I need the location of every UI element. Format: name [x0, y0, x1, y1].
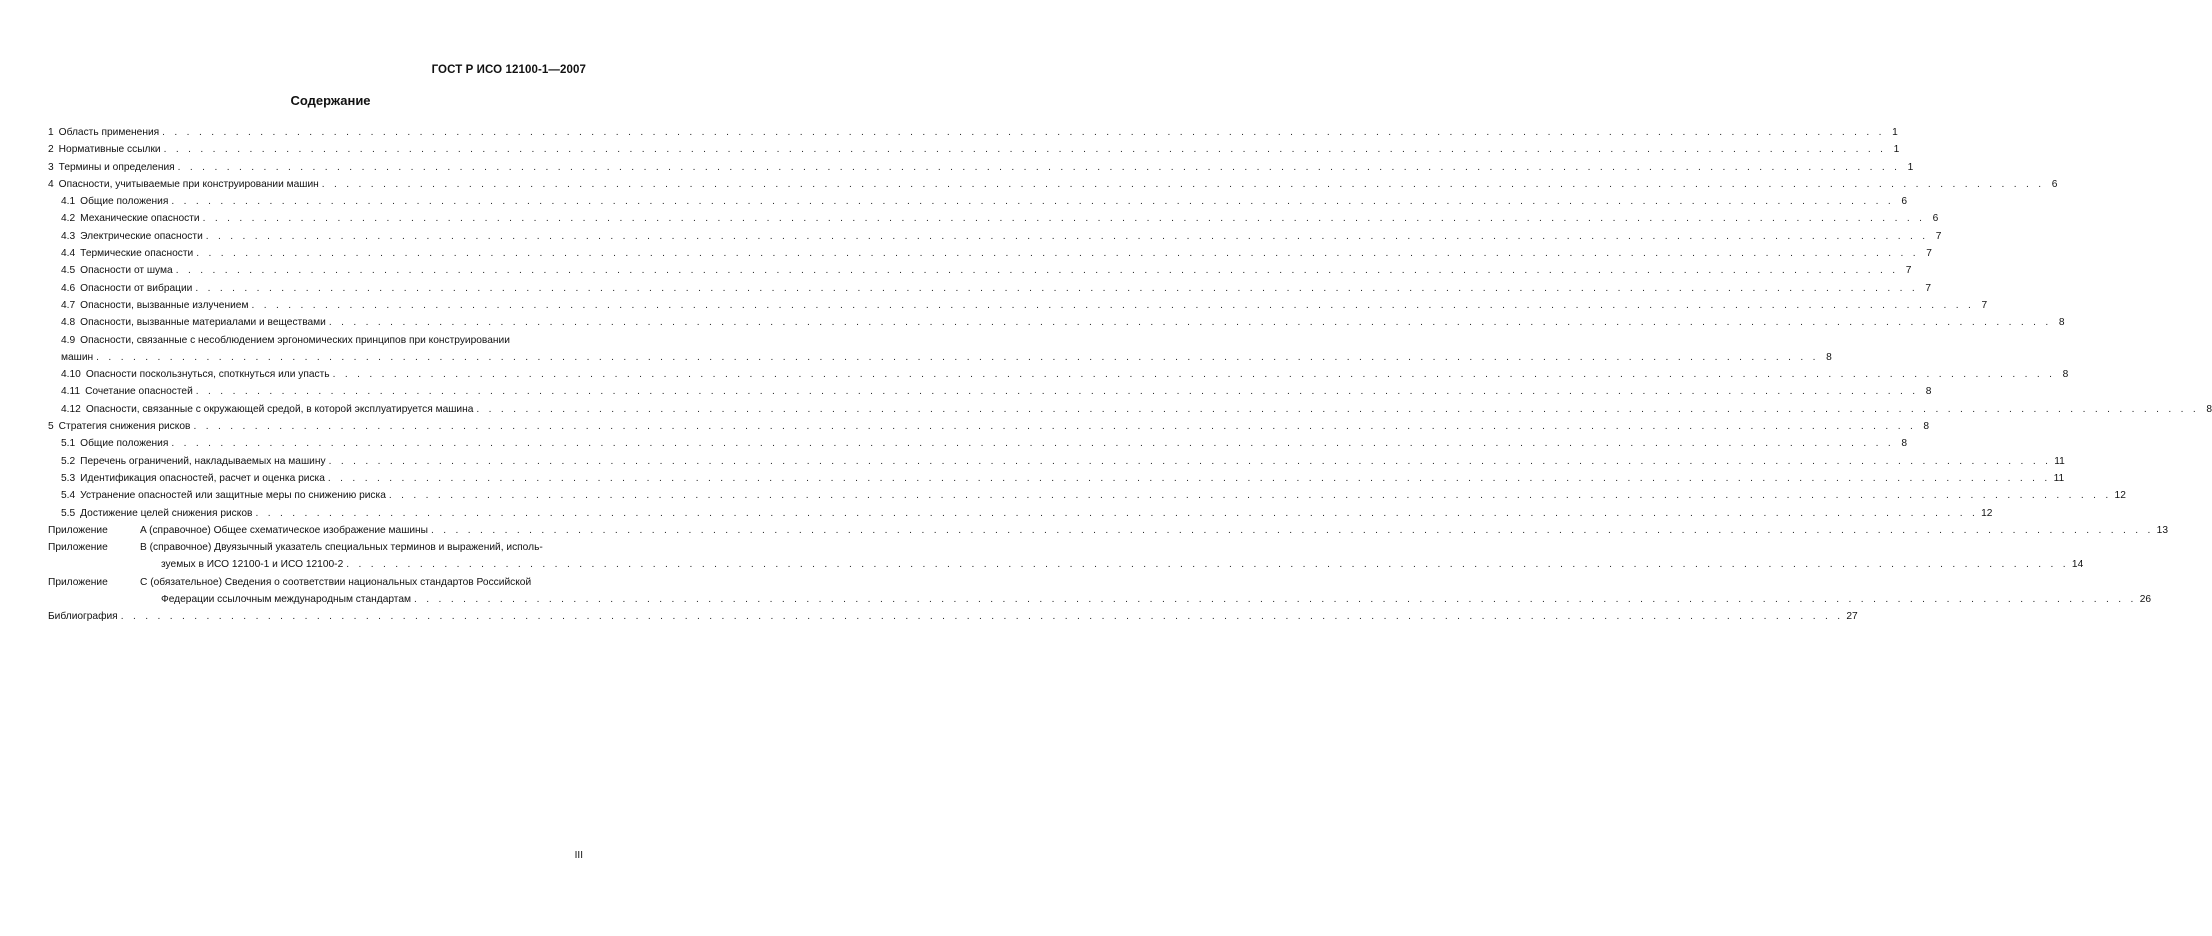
- toc-entry[interactable]: 5.4 Устранение опасностей или защитные меры по снижению риска . . . 12: [48, 487, 586, 504]
- appendix-entry[interactable]: Приложение C (обязательное) Сведения о соответствии национальных стандартов Российской Федерации ссылочным международным стандартам . . . 26: [48, 574, 586, 609]
- appendix-entry[interactable]: Приложение A (справочное) Общее схематическое изображение машины . . . 13: [48, 522, 586, 539]
- toc-entry[interactable]: 4.6 Опасности от вибрации . . . 7: [48, 280, 586, 297]
- toc-entry[interactable]: 4.7 Опасности, вызванные излучением . . . 7: [48, 297, 586, 314]
- table-of-contents: [48, 124, 2212, 626]
- toc-entry[interactable]: 5.2 Перечень ограничений, накладываемых на машину . . . 11: [48, 453, 586, 470]
- toc-entry[interactable]: 4.10 Опасности поскользнуться, споткнуться или упасть . . . 8: [48, 366, 586, 383]
- toc-entry[interactable]: 4.11 Сочетание опасностей . . . 8: [48, 383, 586, 400]
- toc-entry[interactable]: 4.12 Опасности, связанные с окружающей средой, в которой эксплуатируется машина . . . 8: [48, 401, 586, 418]
- appendix-entry[interactable]: Приложение B (справочное) Двуязычный указатель специальных терминов и выражений, исполь- зуемых в ИСО 12100-1 и ИСО 12100-2 . . . 14: [48, 539, 586, 574]
- toc-entry[interactable]: 4.5 Опасности от шума . . . 7: [48, 262, 586, 279]
- toc-entry[interactable]: 4.1 Общие положения . . . 6: [48, 193, 586, 210]
- toc-entry[interactable]: 5.1 Общие положения . . . 8: [48, 435, 586, 452]
- toc-entry[interactable]: 1 Область применения . . . 1: [48, 124, 586, 141]
- toc-entry[interactable]: 4.9 Опасности, связанные с несоблюдением эргономических принципов при конструировании машин . . . 8: [48, 332, 586, 367]
- page-number: III: [574, 850, 583, 861]
- toc-entry[interactable]: 5.3 Идентификация опасностей, расчет и оценка риска . . . 11: [48, 470, 586, 487]
- standard-header: ГОСТ Р ИСО 12100-1—2007: [431, 64, 586, 76]
- toc-entry[interactable]: 4.8 Опасности, вызванные материалами и веществами . . . 8: [48, 314, 586, 331]
- toc-entry[interactable]: 5.5 Достижение целей снижения рисков . . . 12: [48, 505, 586, 522]
- bibliography-entry[interactable]: Библиография . . . 27: [48, 608, 586, 625]
- toc-entry[interactable]: 4.3 Электрические опасности . . . 7: [48, 228, 586, 245]
- toc-entry[interactable]: 2 Нормативные ссылки . . . 1: [48, 141, 586, 158]
- toc-entry[interactable]: 5 Стратегия снижения рисков . . . 8: [48, 418, 586, 435]
- toc-entry[interactable]: 4.4 Термические опасности . . . 7: [48, 245, 586, 262]
- toc-entry[interactable]: 4 Опасности, учитываемые при конструировании машин . . . 6: [48, 176, 586, 193]
- toc-entry[interactable]: 3 Термины и определения . . . 1: [48, 159, 586, 176]
- page-title: Содержание: [290, 93, 371, 108]
- toc-entry[interactable]: 4.2 Механические опасности . . . 6: [48, 210, 586, 227]
